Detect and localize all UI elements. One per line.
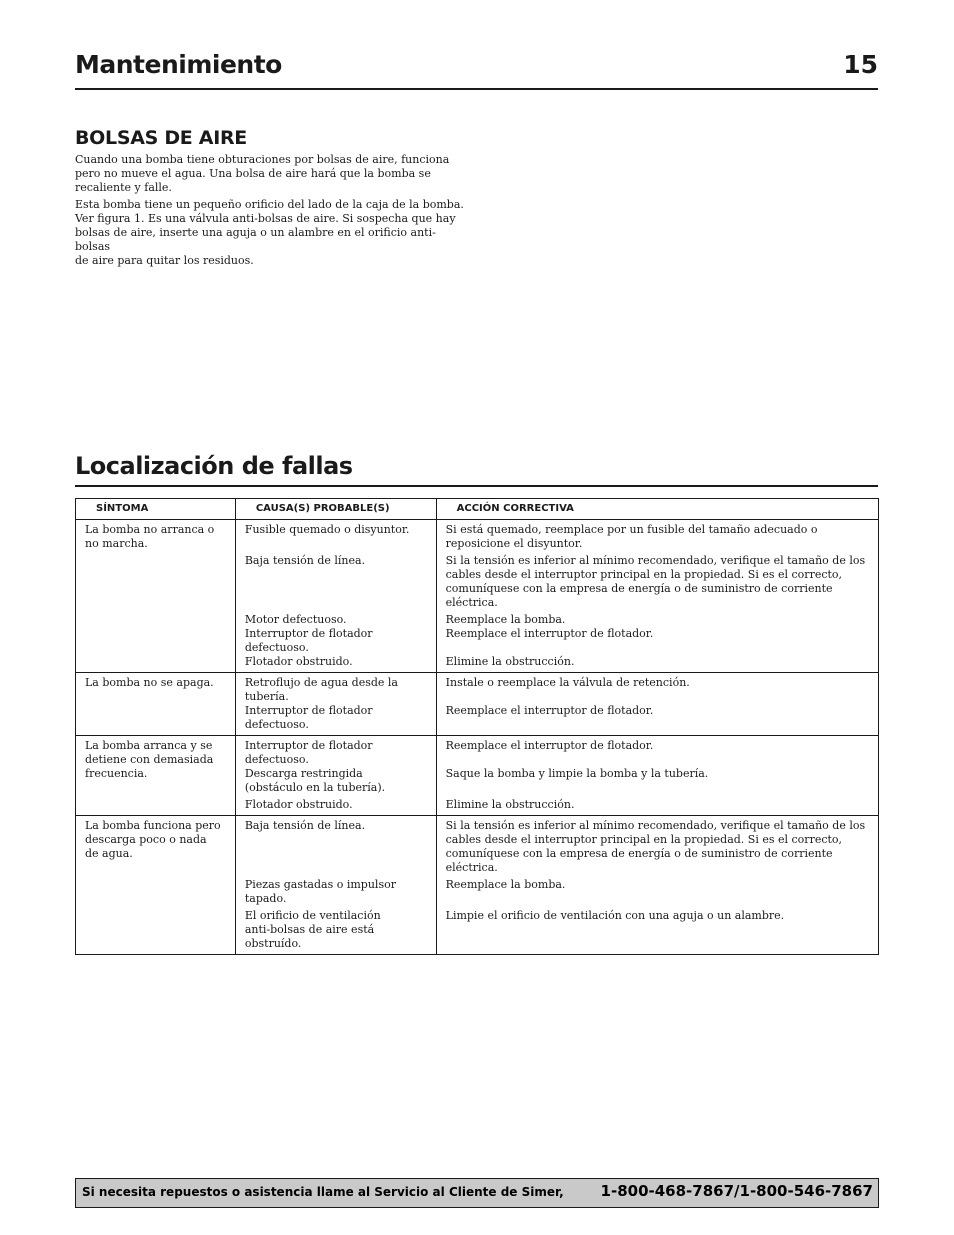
cause-item: El orificio de ventilación anti-bolsas de aire está obstruído.	[244, 909, 381, 950]
table-row	[76, 520, 879, 673]
footer-phone-numbers: 1-800-468-7867/1-800-546-7867	[600, 1182, 873, 1200]
action-item: Si la tensión es inferior al mínimo recomendado, verifique el tamaño de los cables desde el interruptor principal en la propiedad. Si es el correcto, comuníquese con la empresa de energía o de suministro de corriente eléctrica.	[445, 554, 866, 609]
table-row	[76, 736, 879, 816]
symptom-text: La bomba funciona pero descarga poco o nada de agua.	[85, 819, 221, 860]
action-cell	[436, 673, 878, 736]
action-cell	[436, 736, 878, 816]
table-row	[76, 816, 879, 955]
air-lock-heading: BOLSAS DE AIRE	[75, 127, 247, 149]
table-header-row	[76, 499, 879, 520]
page-title: Mantenimiento	[75, 50, 282, 79]
air-lock-paragraph: Cuando una bomba tiene obturaciones por bolsas de aire, funciona pero no mueve el agua. Una bolsa de aire hará que la bomba se recaliente y falle.	[75, 153, 450, 194]
action-cell	[436, 816, 878, 955]
symptom-cell	[76, 736, 236, 816]
symptom-cell	[76, 816, 236, 955]
cause-item: Piezas gastadas o impulsor tapado.	[244, 878, 396, 905]
symptom-cell	[76, 520, 236, 673]
symptom-text: La bomba no arranca o no marcha.	[85, 523, 215, 550]
action-item: Limpie el orificio de ventilación con una aguja o un alambre.	[445, 909, 785, 922]
action-item: Saque la bomba y limpie la bomba y la tubería.	[445, 767, 709, 780]
cause-item: Motor defectuoso.	[244, 613, 347, 626]
page-number: 15	[843, 50, 878, 79]
action-item: Reemplace el interruptor de flotador.	[445, 627, 654, 640]
symptom-text: La bomba arranca y se detiene con demasiada frecuencia.	[85, 739, 214, 780]
footer-contact-bar	[75, 1178, 879, 1208]
action-item: Instale o reemplace la válvula de retención.	[445, 676, 690, 689]
table-body	[76, 520, 879, 955]
action-item: Elimine la obstrucción.	[445, 798, 575, 811]
column-header-action: ACCIÓN CORRECTIVA	[436, 499, 878, 520]
action-item: Si la tensión es inferior al mínimo recomendado, verifique el tamaño de los cables desde el interruptor principal en la propiedad. Si es el correcto, comuníquese con la empresa de energía o de suministro de corriente eléctrica.	[445, 819, 866, 874]
footer-text: Si necesita repuestos o asistencia llame al Servicio al Cliente de Simer,	[82, 1185, 564, 1199]
column-header-cause: CAUSA(S) PROBABLE(S)	[235, 499, 436, 520]
cause-item: Baja tensión de línea.	[244, 819, 366, 832]
cause-item: Flotador obstruido.	[244, 655, 353, 668]
action-item: Reemplace el interruptor de flotador.	[445, 739, 654, 752]
table-row	[76, 673, 879, 736]
cause-item: Interruptor de flotador defectuoso.	[244, 704, 373, 731]
cause-item: Baja tensión de línea.	[244, 554, 366, 567]
page-header	[75, 50, 878, 90]
symptom-text: La bomba no se apaga.	[85, 676, 214, 689]
action-item: Reemplace el interruptor de flotador.	[445, 704, 654, 717]
cause-cell	[235, 673, 436, 736]
cause-item: Descarga restringida (obstáculo en la tubería).	[244, 767, 386, 794]
action-cell	[436, 520, 878, 673]
cause-cell	[235, 520, 436, 673]
cause-item: Interruptor de flotador defectuoso.	[244, 739, 373, 766]
cause-cell	[235, 736, 436, 816]
action-item: Elimine la obstrucción.	[445, 655, 575, 668]
heading-divider	[75, 485, 878, 487]
air-lock-paragraph: Esta bomba tiene un pequeño orificio del lado de la caja de la bomba. Ver figura 1. Es una válvula anti-bolsas de aire. Si sospecha que hay bolsas de aire, inserte una aguja o un alambre en el orificio anti-bolsas de aire para quitar los residuos.	[75, 198, 464, 267]
symptom-cell	[76, 673, 236, 736]
action-item: Si está quemado, reemplace por un fusible del tamaño adecuado o reposicione el disyuntor.	[445, 523, 818, 550]
cause-item: Retroflujo de agua desde la tubería.	[244, 676, 398, 703]
troubleshooting-heading: Localización de fallas	[75, 452, 353, 480]
action-item: Reemplace la bomba.	[445, 878, 566, 891]
action-item: Reemplace la bomba.	[445, 613, 566, 626]
troubleshooting-table	[75, 498, 879, 955]
cause-item: Fusible quemado o disyuntor.	[244, 523, 410, 536]
cause-item: Interruptor de flotador defectuoso.	[244, 627, 373, 654]
cause-item: Flotador obstruido.	[244, 798, 353, 811]
column-header-symptom: SÍNTOMA	[76, 499, 236, 520]
cause-cell	[235, 816, 436, 955]
